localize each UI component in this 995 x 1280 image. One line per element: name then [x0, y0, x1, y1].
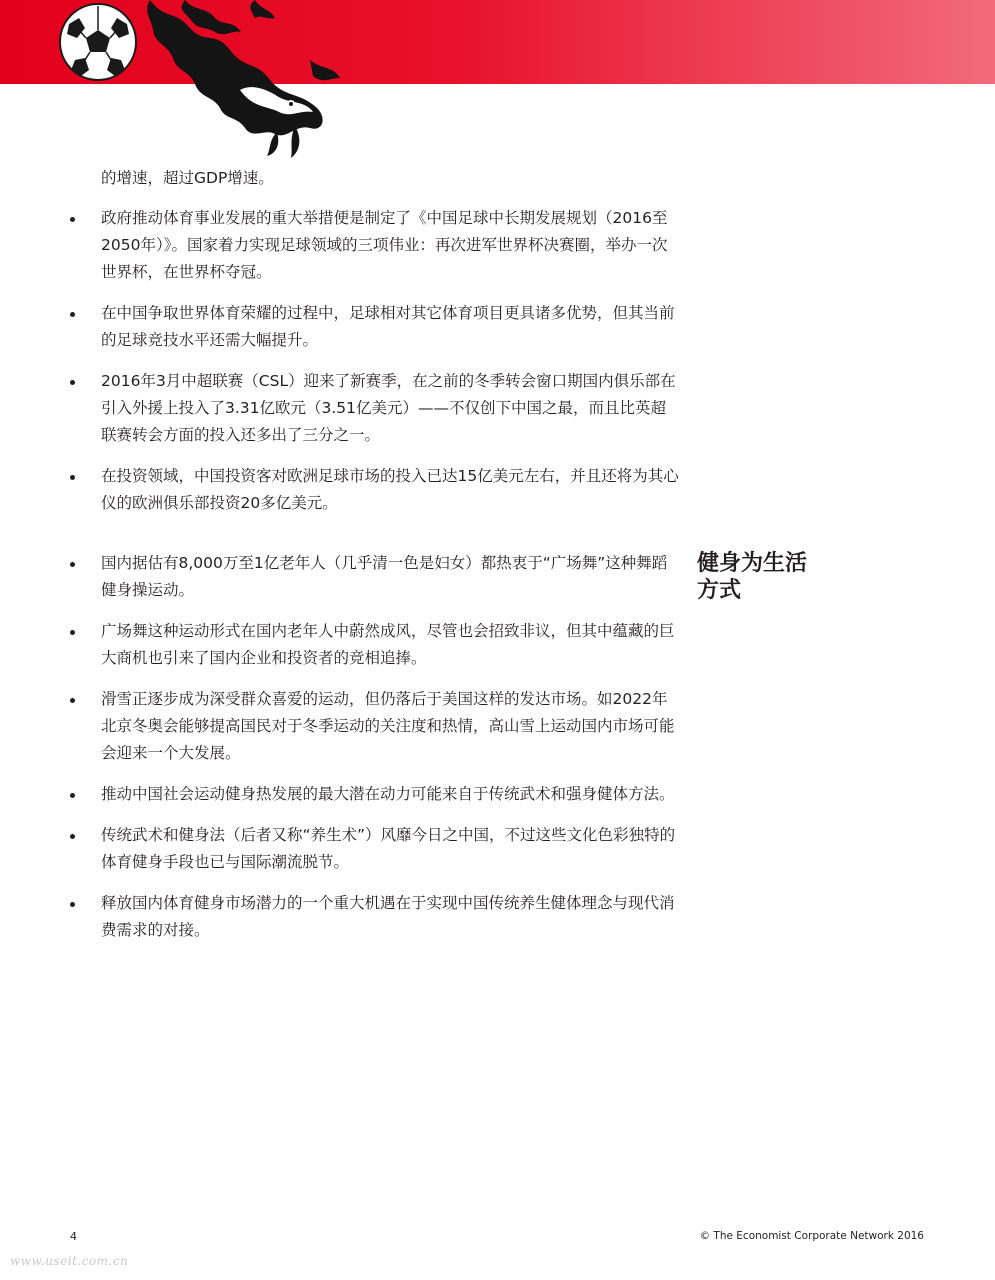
- bullet-text: 在投资领域，中国投资客对欧洲足球市场的投入已达15亿美元左右，并且还将为其心仪的欧洲俱乐部投资20多亿美元。: [101, 467, 679, 512]
- bullet-icon: [70, 834, 75, 839]
- list-item: [70, 550, 680, 604]
- list-item: [70, 781, 680, 808]
- section-two-bullet-list: [70, 550, 680, 958]
- list-item: [70, 890, 680, 944]
- bullet-text: 政府推动体育事业发展的重大举措便是制定了《中国足球中长期发展规划（2016至2050年）》。国家着力实现足球领域的三项伟业：再次进军世界杯决赛圈，举办一次世界杯，在世界杯夺冠。: [101, 209, 668, 281]
- soccer-ball-icon: [60, 4, 136, 80]
- bullet-icon: [70, 475, 75, 480]
- bullet-text: 在中国争取世界体育荣耀的过程中，足球相对其它体育项目更具诸多优势，但其当前的足球竞技水平还需大幅提升。: [101, 304, 675, 349]
- bullet-text: 推动中国社会运动健身热发展的最大潜在动力可能来自于传统武术和强身健体方法。: [101, 785, 675, 803]
- bullet-text: 传统武术和健身法（后者又称“养生术”）风靡今日之中国，不过这些文化色彩独特的体育健身手段也已与国际潮流脱节。: [101, 826, 676, 871]
- section-one-bullet-list: [70, 205, 680, 531]
- list-item: [70, 205, 680, 286]
- list-item: [70, 822, 680, 876]
- bullet-icon: [70, 630, 75, 635]
- bullet-icon: [70, 380, 75, 385]
- bullet-icon: [70, 562, 75, 567]
- list-item: [70, 463, 680, 517]
- watermark: www.useit.com.cn: [10, 1254, 129, 1268]
- bullet-text: 2016年3月中超联赛（CSL）迎来了新赛季，在之前的冬季转会窗口期国内俱乐部在引入外援上投入了3.31亿欧元（3.51亿美元）——不仅创下中国之最，而且比英超联赛转会方面的投入还多出了三分之一。: [101, 372, 676, 444]
- section-heading: 健身为生活方式: [697, 551, 808, 603]
- copyright-notice: © The Economist Corporate Network 2016: [699, 1230, 924, 1242]
- dragon-illustration: [147, 0, 340, 158]
- bullet-icon: [70, 698, 75, 703]
- list-item: [70, 686, 680, 767]
- list-item: [70, 368, 680, 449]
- bullet-icon: [70, 902, 75, 907]
- bullet-icon: [70, 312, 75, 317]
- intro-continuation: 的增速，超过GDP增速。: [101, 169, 274, 187]
- bullet-text: 国内据估有8,000万至1亿老年人（几乎清一色是妇女）都热衷于“广场舞”这种舞蹈健身操运动。: [101, 554, 668, 599]
- header-illustration: [55, 0, 340, 160]
- list-item: [70, 300, 680, 354]
- bullet-text: 滑雪正逐步成为深受群众喜爱的运动，但仍落后于美国这样的发达市场。如2022年北京冬奥会能够提高国民对于冬季运动的关注度和热情，高山雪上运动国内市场可能会迎来一个大发展。: [101, 690, 675, 762]
- bullet-text: 释放国内体育健身市场潜力的一个重大机遇在于实现中国传统养生健体理念与现代消费需求的对接。: [101, 894, 675, 939]
- bullet-icon: [70, 217, 75, 222]
- list-item: [70, 618, 680, 672]
- bullet-text: 广场舞这种运动形式在国内老年人中蔚然成风，尽管也会招致非议，但其中蕴藏的巨大商机也引来了国内企业和投资者的竞相追捧。: [101, 622, 675, 667]
- bullet-icon: [70, 793, 75, 798]
- page-number: 4: [70, 1230, 77, 1243]
